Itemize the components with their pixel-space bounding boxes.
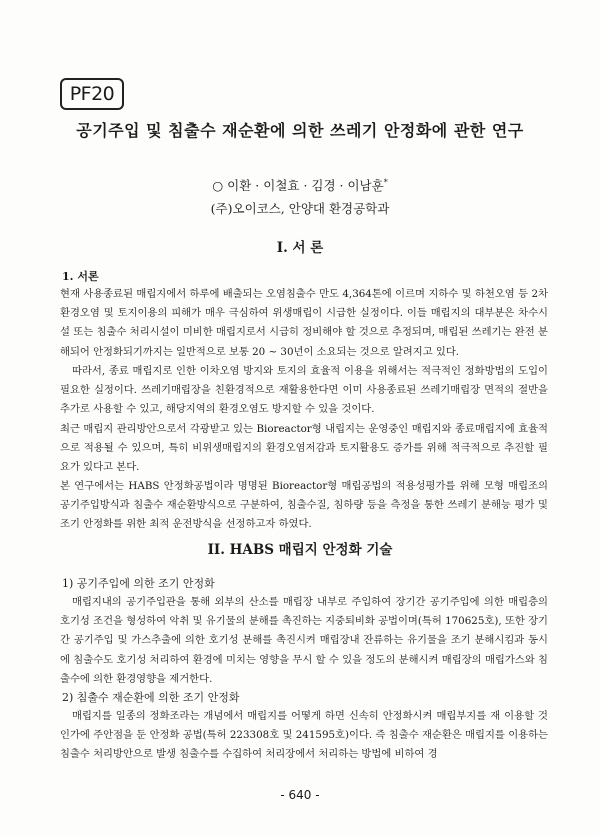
subsection-heading-introduction: 1. 서론 (62, 270, 99, 283)
intro-paragraph-1: 현재 사용종료된 매립지에서 하루에 배출되는 오염침출수 만도 4,364톤에 이르며 지하수 및 하천오염 등 2차환경오염 및 토지이용의 피해가 매우 극심하여 위생매립이 시급한 실정이다. 이들 매립지의 대부분은 차수시설 또는 침출수 처리시설이 미비한 매립지로서 시급히 정비해야 할 것으로 추정되며, 매립된 쓰레기는 완전 분해되어 안정화되기까지는 일반적으로 보통 20 ~ 30년이 소요되는 것으로 알려지고 있다. (60, 288, 548, 358)
air-injection-paragraph: 매립지내의 공기주입관을 통해 외부의 산소를 매립장 내부로 주입하여 장기간 공기주입에 의한 매립층의 호기성 조건을 형성하여 악취 및 유기물의 분해를 촉진하는 지중퇴비화 공법이며(특허 170625호), 또한 장기간 공기주입 및 가스추출에 의한 호기성 분해를 촉진시켜 매립장내 잔류하는 유기물을 조기 분해시킴과 동시에 침출수도 호기성 처리하여 환경에 미치는 영향을 무시 할 수 있을 정도의 분해시켜 매립장의 매립가스와 침출수에 의한 환경영향을 제거한다. (60, 596, 548, 685)
section-heading-habs: II. HABS 매립지 안정화 기술 (207, 542, 393, 558)
session-badge: PF20 (60, 78, 124, 110)
leachate-recirculation-paragraph: 매립지를 일종의 정화조라는 개념에서 매립지를 어떻게 하면 신속히 안정화시켜 매립부지를 재 이용할 것인가에 주안점을 둔 안정화 공법(특허 223308호 및 241595호)이다. 즉 침출수 재순환은 매립지를 이용하는 침출수 처리방안으로 발생 침출수를 수집하여 처리장에서 처리하는 방법에 비하여 경 (60, 710, 548, 761)
intro-paragraph-4: 본 연구에서는 HABS 안정화공법이라 명명된 Bioreactor형 매립공법의 적용성평가를 위해 모형 매립조의 공기주입방식과 침출수 재순환방식으로 구분하여, 침출수질, 침하량 등을 측정을 통한 쓰레기 분해능 평가 및 조기 안정화를 위한 최적 운전방식을 선정하고자 하였다. (60, 480, 548, 531)
subsection-heading-air-injection: 1) 공기주입에 의한 조기 안정화 (62, 577, 215, 590)
page-number: - 640 - (280, 788, 320, 802)
intro-paragraph-3: 최근 매립지 관리방안으로서 각광받고 있는 Bioreactor형 내립지는 운영중인 매립지와 종료매립지에 효율적으로 적용될 수 있으며, 특히 비위생매립지의 환경오염저감과 토지활용도 증가를 위해 적극적으로 추진할 필요가 있다고 본다. (60, 423, 548, 474)
author-mark: * (383, 177, 388, 187)
intro-paragraph-2: 따라서, 종료 매립지로 인한 이차오염 방지와 토지의 효율적 이용을 위해서는 적극적인 정화방법의 도입이 필요한 실정이다. 쓰레기매립장을 친환경적으로 재활용한다면 이미 사용종료된 쓰레기매립장 면적의 절반을 추가로 사용할 수 있고, 해당지역의 환경오염도 방지할 수 있을 것이다. (60, 365, 548, 416)
author-names: ○ 이환 · 이철효 · 김경 · 이남훈 (212, 178, 384, 193)
section-heading-introduction: I. 서 론 (276, 240, 324, 256)
affiliation: (주)오이코스, 안양대 환경공학과 (210, 201, 390, 216)
subsection-heading-leachate-recirculation: 2) 침출수 재순환에 의한 조기 안정화 (62, 691, 240, 704)
paper-title: 공기주입 및 침출수 재순환에 의한 쓰레기 안정화에 관한 연구 (76, 121, 524, 140)
author-list (40, 176, 560, 194)
